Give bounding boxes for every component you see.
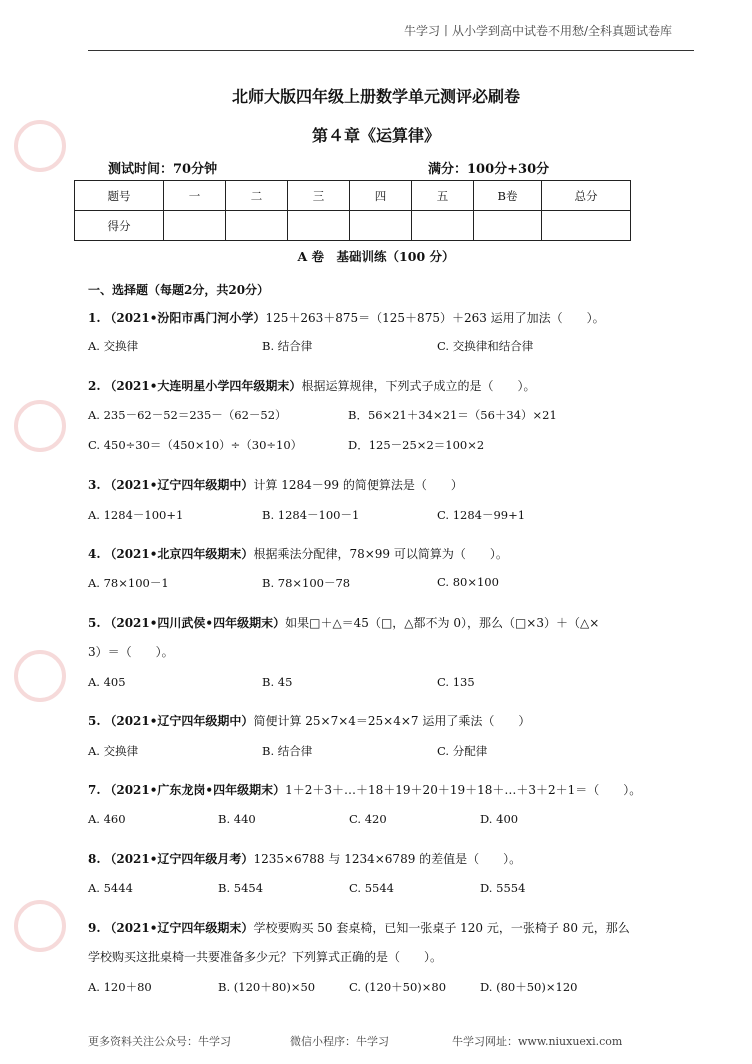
score-cell[interactable] (412, 211, 474, 241)
question-number: 5. (88, 714, 101, 728)
score-cell[interactable] (288, 211, 350, 241)
option-d: D. (80＋50)×120 (480, 980, 578, 994)
watermark-logo (14, 900, 66, 952)
question-text: 1235×6788 与 1234×6789 的差值是（ ）。 (253, 852, 522, 866)
watermark-logo (14, 650, 66, 702)
option-c: C. 80×100 (437, 575, 499, 589)
option-c: C. 5544 (349, 881, 394, 895)
option-c: C. 420 (349, 812, 387, 826)
question-text-continued: 学校购买这批桌椅一共要准备多少元？下列算式正确的是（ ）。 (88, 950, 443, 964)
document-subtitle: 第４章《运算律》 (311, 126, 440, 145)
question-number: 5. (88, 616, 101, 630)
watermark-logo (14, 400, 66, 452)
option-b: B. 5454 (218, 881, 264, 895)
question-9 (88, 919, 630, 936)
option-b: B. 结合律 (262, 744, 313, 758)
footer-website-link[interactable]: 牛学习网址：www.niuxuexi.com (452, 1035, 623, 1048)
option-c: C. 分配律 (437, 744, 488, 758)
header-divider (88, 50, 694, 51)
option-c: C. 1284－99+1 (437, 508, 526, 522)
question-source: （2021•四川武侯•四年级期末） (104, 616, 286, 630)
option-b: B. 1284－100－1 (262, 508, 360, 522)
question-number: 3. (88, 478, 101, 492)
question-5 (88, 614, 599, 631)
option-b: B. 45 (262, 675, 293, 689)
test-time: 测试时间：70分钟 (108, 162, 218, 177)
question-8 (88, 850, 521, 867)
question-source: （2021•辽宁四年级期末） (104, 921, 254, 935)
score-header-cell: 四 (350, 181, 412, 211)
score-header-cell: 一 (164, 181, 226, 211)
question-source: （2021•广东龙岗•四年级期末） (104, 783, 286, 797)
score-table-score-row (75, 211, 631, 241)
question-source: （2021•辽宁四年级期中） (104, 714, 254, 728)
question-text: 125＋263＋875＝（125＋875）＋263 运用了加法（ ）。 (265, 311, 605, 325)
question-7 (88, 781, 641, 798)
option-a: A. 5444 (88, 881, 133, 895)
score-table (74, 180, 631, 241)
option-a: A. 交换律 (88, 339, 139, 353)
option-d: D．125－25×2＝100×2 (348, 438, 485, 452)
question-source: （2021•大连明星小学四年级期末） (104, 379, 302, 393)
option-b: B. (120＋80)×50 (218, 980, 316, 994)
footer-mini-program: 微信小程序：牛学习 (290, 1035, 389, 1048)
score-table-header-row (75, 181, 631, 211)
option-a: A. 120＋80 (88, 980, 152, 994)
score-header-cell: 五 (412, 181, 474, 211)
question-6 (88, 712, 530, 729)
page-header: 牛学习丨从小学到高中试卷不用愁/全科真题试卷库 (403, 24, 672, 38)
footer-wechat-account: 更多资料关注公众号：牛学习 (88, 1035, 231, 1048)
score-cell[interactable] (542, 211, 631, 241)
question-source: （2021•汾阳市禹门河小学） (104, 311, 266, 325)
option-c: C. 450÷30＝（450×10）÷（30÷10） (88, 438, 303, 452)
score-header-cell: 二 (226, 181, 288, 211)
option-d: D. 400 (480, 812, 519, 826)
option-c: C. (120＋50)×80 (349, 980, 447, 994)
question-number: 4. (88, 547, 101, 561)
score-header-cell: B卷 (474, 181, 542, 211)
question-text: 学校要购买 50 套桌椅，已知一张桌子 120 元，一张椅子 80 元，那么 (253, 921, 630, 935)
score-cell[interactable] (226, 211, 288, 241)
score-header-cell: 题号 (75, 181, 164, 211)
question-source: （2021•辽宁四年级期中） (104, 478, 254, 492)
question-text: 1＋2＋3＋…＋18＋19＋20＋19＋18＋…＋3＋2＋1＝（ ）。 (285, 783, 642, 797)
option-a: A. 405 (88, 675, 126, 689)
question-text: 根据乘法分配律，78×99 可以简算为（ ）。 (253, 547, 508, 561)
score-cell[interactable] (474, 211, 542, 241)
score-cell[interactable] (164, 211, 226, 241)
question-source: （2021•北京四年级期末） (104, 547, 254, 561)
part-one-heading: 一、选择题（每题2分，共20分） (88, 283, 270, 297)
option-c: C. 135 (437, 675, 475, 689)
score-header-cell: 三 (288, 181, 350, 211)
option-b: B. 440 (218, 812, 256, 826)
question-4 (88, 545, 508, 562)
question-number: 8. (88, 852, 101, 866)
section-a-heading: A 卷 基础训练（100 分） (297, 249, 455, 264)
question-number: 7. (88, 783, 101, 797)
option-a: A. 460 (88, 812, 126, 826)
question-number: 1. (88, 311, 101, 325)
option-a: A. 交换律 (88, 744, 139, 758)
option-c: C. 交换律和结合律 (437, 339, 534, 353)
document-title: 北师大版四年级上册数学单元测评必刷卷 (231, 87, 520, 106)
question-text: 根据运算规律，下列式子成立的是（ ）。 (301, 379, 536, 393)
option-a: A. 1284－100+1 (88, 508, 184, 522)
question-text: 简便计算 25×7×4＝25×4×7 运用了乘法（ ） (253, 714, 531, 728)
option-a: A. 235－62－52＝235－（62－52） (88, 408, 287, 422)
question-text-continued: 3）＝（ ）。 (88, 645, 174, 659)
option-b: B. 结合律 (262, 339, 313, 353)
question-number: 9. (88, 921, 101, 935)
question-text: 计算 1284－99 的简便算法是（ ） (253, 478, 463, 492)
score-header-cell: 总分 (542, 181, 631, 211)
option-b: B. 78×100－78 (262, 576, 351, 590)
question-1 (88, 309, 605, 326)
question-2 (88, 377, 535, 394)
question-3 (88, 476, 463, 493)
full-score: 满分：100分+30分 (428, 162, 550, 177)
option-d: D. 5554 (480, 881, 526, 895)
question-source: （2021•辽宁四年级月考） (104, 852, 254, 866)
option-a: A. 78×100－1 (88, 576, 169, 590)
score-row-label: 得分 (75, 211, 164, 241)
question-text: 如果□＋△＝45（□，△都不为 0），那么（□×3）＋（△× (285, 616, 600, 630)
score-cell[interactable] (350, 211, 412, 241)
option-b: B．56×21＋34×21＝（56＋34）×21 (348, 408, 557, 422)
question-number: 2. (88, 379, 101, 393)
